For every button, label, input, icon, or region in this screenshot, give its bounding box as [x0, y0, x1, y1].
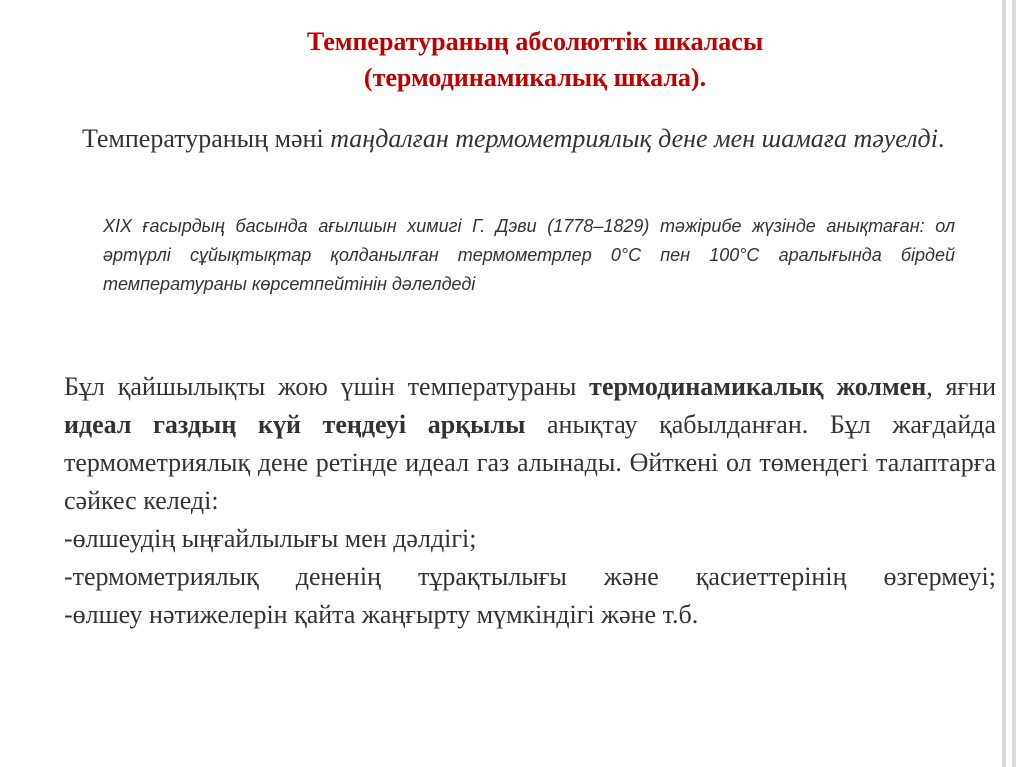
decorative-stripe [1002, 0, 1024, 767]
intro-end-text: . [937, 124, 945, 153]
main-bold-thermo: термодинамикалық жолмен [589, 372, 927, 401]
main-text-a: Бұл қайшылықты жою үшін температураны [64, 372, 590, 401]
title-line-1: Температураның абсолюттік шкаласы [306, 27, 764, 56]
intro-italic-text: таңдалған термометриялық дене мен шамаға тәуелді [330, 124, 938, 153]
main-text-b: , яғни [926, 372, 996, 401]
main-bold-ideal-gas: идеал газдың күй теңдеуі арқылы [64, 410, 526, 439]
main-paragraph [64, 368, 996, 520]
slide-title [170, 24, 900, 96]
title-line-2: (термодинамикалық шкала). [363, 63, 707, 92]
main-text-c: анықтау қабылданған. Бұл жағдайда термометриялық дене ретінде идеал газ алынады. Өйткені ол төмендегі талаптарға сәйкес келеді: [64, 410, 997, 515]
intro-paragraph [82, 120, 977, 157]
list-item: -өлшеудің ыңғайлылығы мен дәлдігі; [64, 524, 477, 553]
intro-plain-text: Температураның мәні [82, 124, 331, 153]
history-note: XIX ғасырдың басында ағылшын химигі Г. Дэви (1778–1829) тәжірибе жүзінде анықтаған: ол әртүрлі сұйықтықтар қолданылған термометрлер 0°С пен 100°С аралығында бірдей температураны көрсетпейтінін дәлелдеді [103, 216, 955, 294]
main-body [64, 368, 996, 634]
list-item: -өлшеу нәтижелерін қайта жаңғырту мүмкіндігі және т.б. [64, 600, 699, 629]
list-item: -термометриялық дененің тұрақтылығы және қасиеттерінің өзгермеуі; [64, 562, 996, 591]
